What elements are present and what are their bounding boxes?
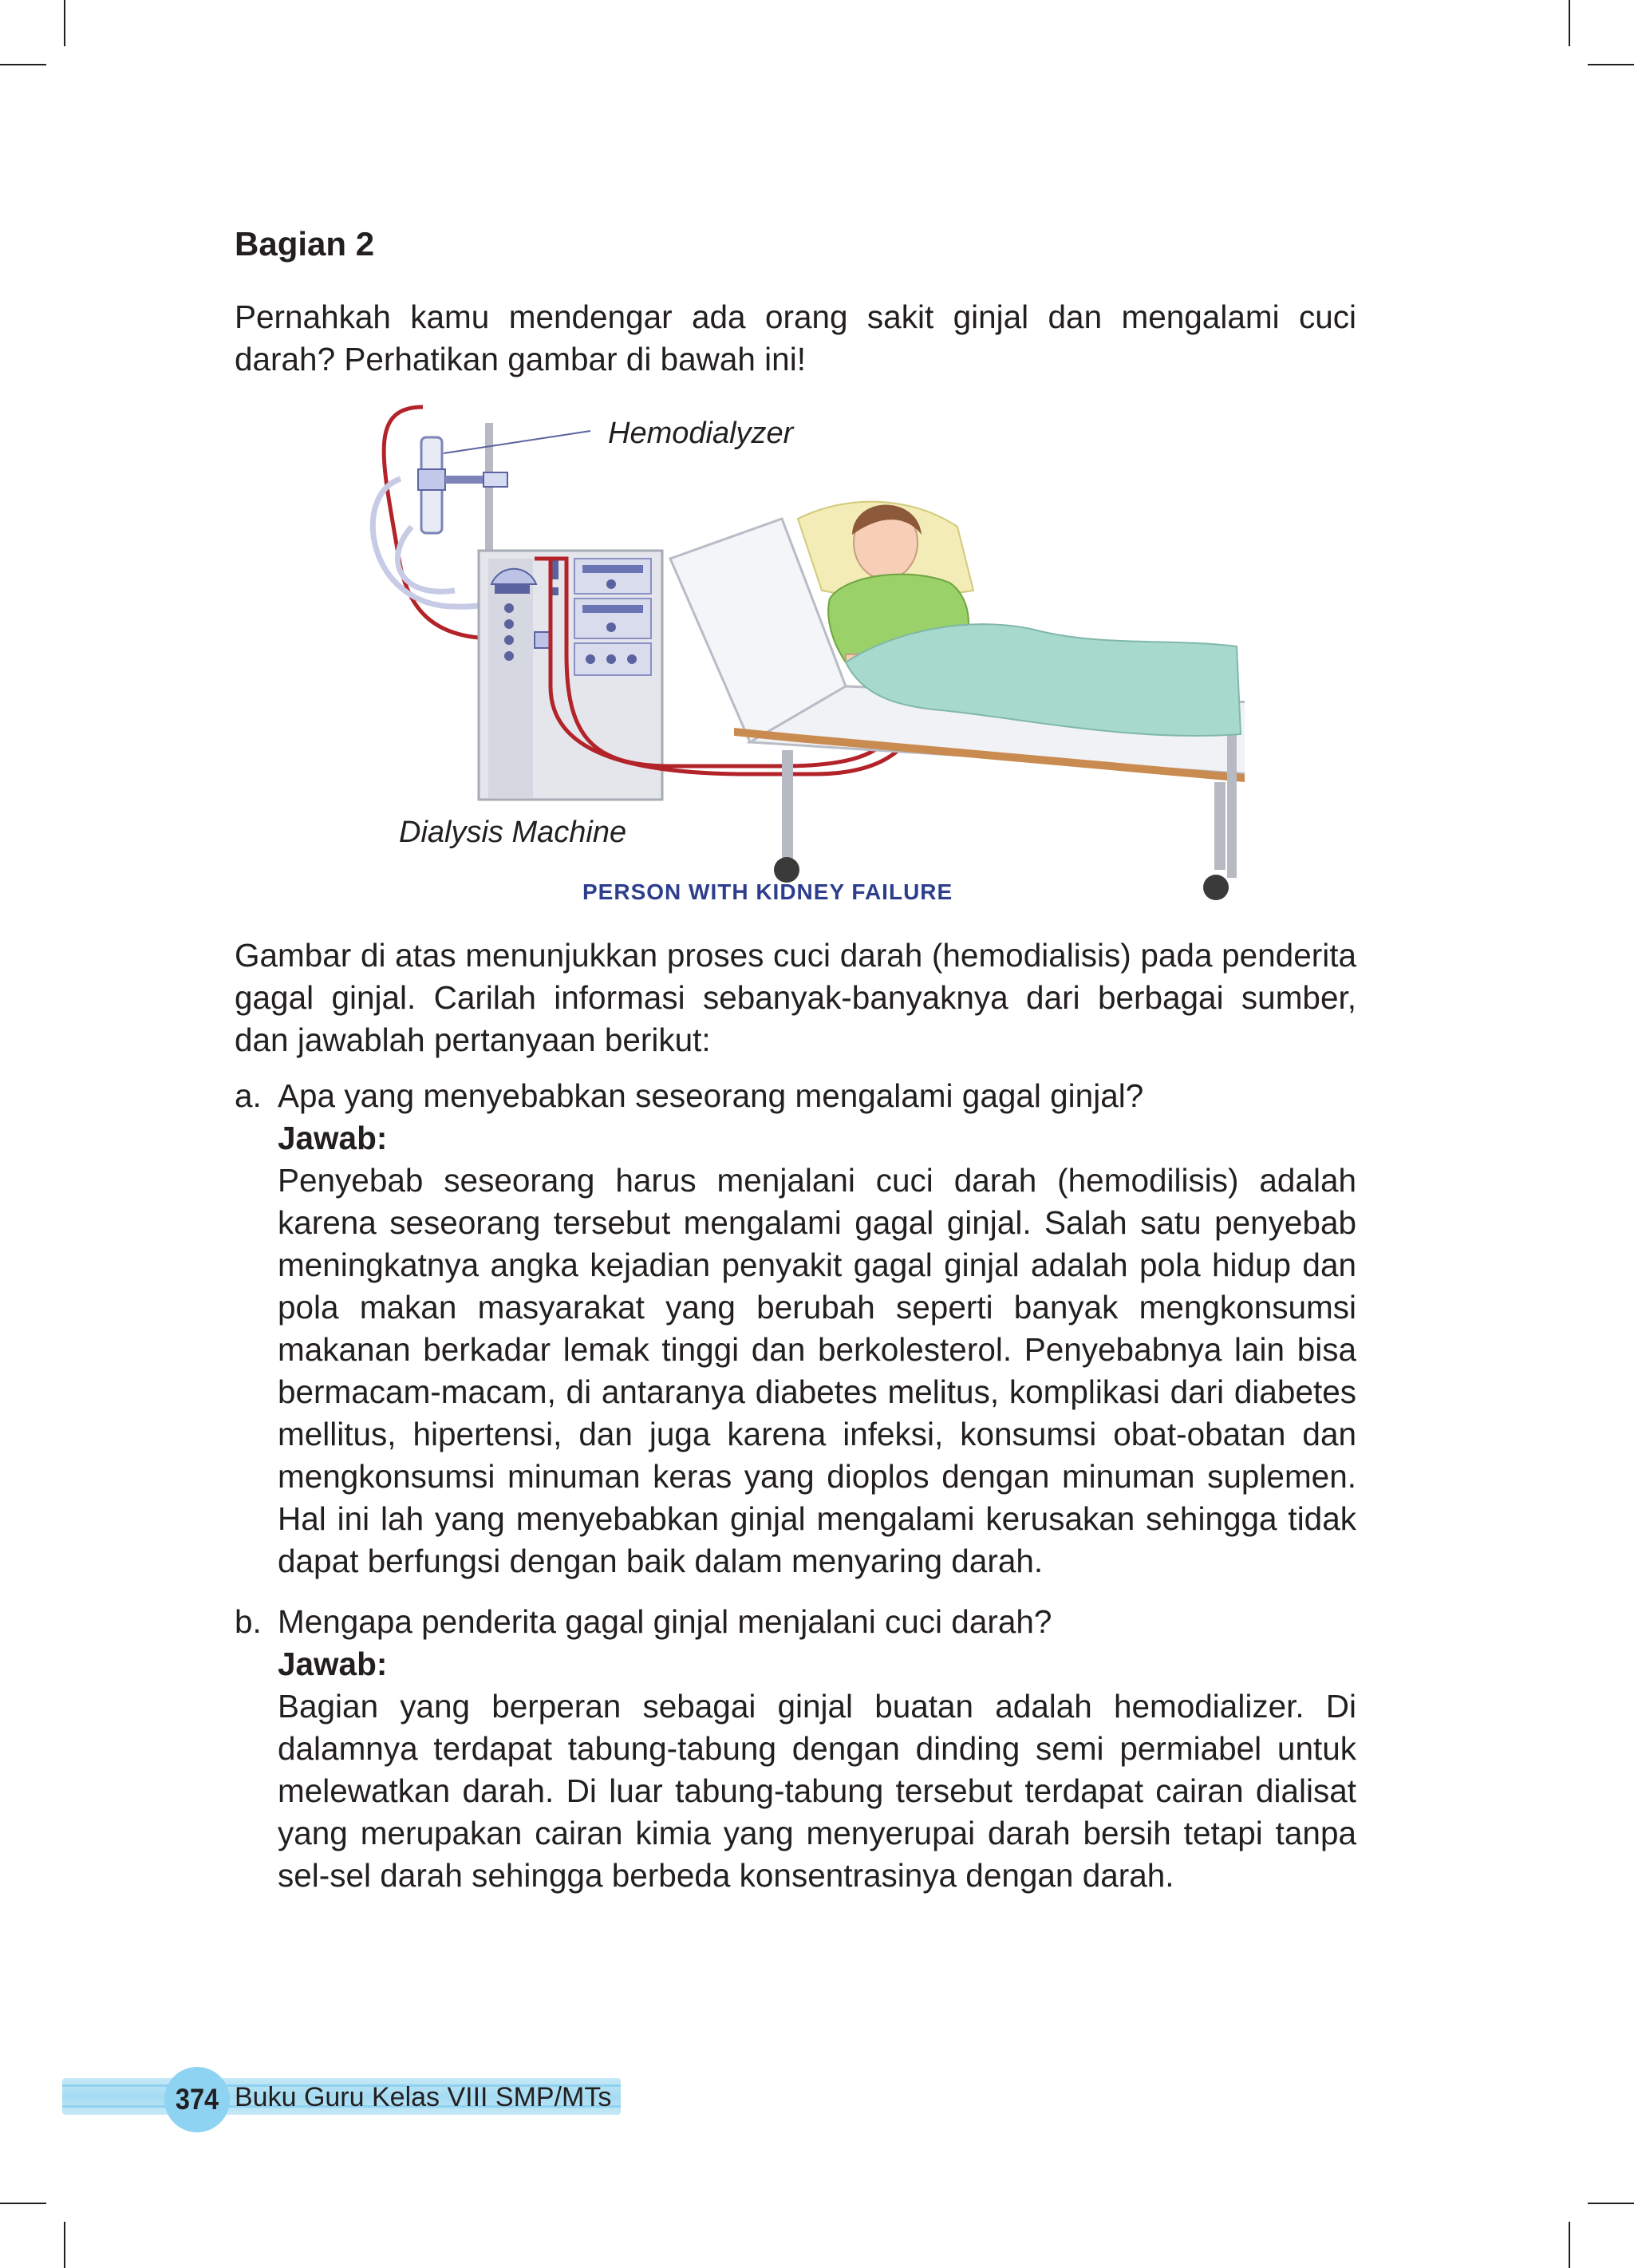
question-letter: b.	[235, 1603, 262, 1640]
question-b	[235, 1601, 1356, 1897]
answer-text: Bagian yang berperan sebagai ginjal buatan adalah hemodializer. Di dalamnya terdapat tabung-tabung dengan dinding semi permiabel untuk melewatkan darah. Di luar tabung-tabung tersebut terdapat cairan dialisat yang merupakan cairan kimia yang menyerupai darah bersih tetapi tanpa sel-sel darah sehingga berbeda konsentrasinya dengan darah.	[278, 1688, 1356, 1894]
description-paragraph: Gambar di atas menunjukkan proses cuci darah (hemodialisis) pada penderita gagal ginjal. Carilah informasi sebanyak-banyaknya dari berbagai sumber, dan jawablah pertanyaan berikut:	[235, 937, 1356, 1058]
crop-mark	[64, 2222, 65, 2268]
label-hemodialyzer: Hemodialyzer	[608, 417, 794, 450]
bed-leg	[782, 750, 793, 862]
crop-mark	[0, 2203, 46, 2204]
figure-caption: PERSON WITH KIDNEY FAILURE	[582, 879, 953, 904]
bed-leg	[1227, 718, 1237, 878]
hemodialysis-figure	[335, 399, 1245, 910]
machine-knob	[627, 654, 637, 664]
answer-label: Jawab:	[278, 1120, 388, 1156]
pump-base	[495, 584, 530, 594]
hemodialyzer-arm	[445, 476, 485, 484]
crop-mark	[1569, 0, 1570, 46]
machine-knob	[504, 651, 514, 661]
display-bar	[582, 605, 643, 613]
answer-label: Jawab:	[278, 1646, 388, 1682]
label-dialysis-machine: Dialysis Machine	[399, 816, 627, 849]
machine-knob	[504, 603, 514, 613]
machine-knob	[504, 619, 514, 629]
hemodialyzer-clamp	[418, 469, 445, 490]
machine-knob	[586, 654, 595, 664]
question-text: Apa yang menyebabkan seseorang mengalami gagal ginjal?	[278, 1077, 1144, 1114]
bed-wheel	[1203, 875, 1229, 900]
crop-mark	[1569, 2222, 1570, 2268]
bed-leg	[1214, 782, 1226, 870]
question-a	[235, 1075, 1356, 1582]
machine-display	[574, 599, 651, 638]
pole-clamp	[483, 472, 507, 487]
page-number: 374	[175, 2083, 219, 2116]
valve	[535, 632, 551, 648]
crop-mark	[64, 0, 65, 46]
machine-panel-left	[488, 559, 533, 798]
book-title: Buku Guru Kelas VIII SMP/MTs	[235, 2082, 612, 2112]
crop-mark	[1588, 2203, 1634, 2204]
question-text: Mengapa penderita gagal ginjal menjalani cuci darah?	[278, 1603, 1052, 1640]
crop-mark	[1588, 64, 1634, 65]
display-bar	[582, 565, 643, 573]
answer-text: Penyebab seseorang harus menjalani cuci darah (hemodilisis) adalah karena seseorang tersebut mengalami gagal ginjal. Salah satu penyebab meningkatnya angka kejadian penyakit gagal ginjal adalah pola hidup dan pola makan masyarakat yang berubah seperti banyak mengkonsumsi makanan berkadar lemak tinggi dan berkolesterol. Penyebabnya lain bisa bermacam-macam, di antaranya diabetes melitus, komplikasi dari diabetes mellitus, hipertensi, dan juga karena infeksi, konsumsi obat-obatan dan mengkonsumsi minuman keras yang dioplos dengan minuman suplemen. Hal ini lah yang menyebabkan ginjal mengalami kerusakan sehingga tidak dapat berfungsi dengan baik dalam menyaring darah.	[278, 1162, 1356, 1579]
crop-mark	[0, 64, 46, 65]
machine-knob	[606, 654, 616, 664]
machine-knob	[504, 635, 514, 645]
hemodialyzer-pointer	[444, 431, 590, 453]
section-title: Bagian 2	[235, 225, 375, 263]
machine-knob	[606, 622, 616, 632]
dialysate-tube	[397, 527, 455, 591]
intro-paragraph: Pernahkah kamu mendengar ada orang sakit ginjal dan mengalami cuci darah? Perhatikan gambar di bawah ini!	[235, 298, 1356, 377]
question-letter: a.	[235, 1077, 262, 1114]
page-footer	[62, 2067, 621, 2131]
machine-knob	[606, 579, 616, 589]
